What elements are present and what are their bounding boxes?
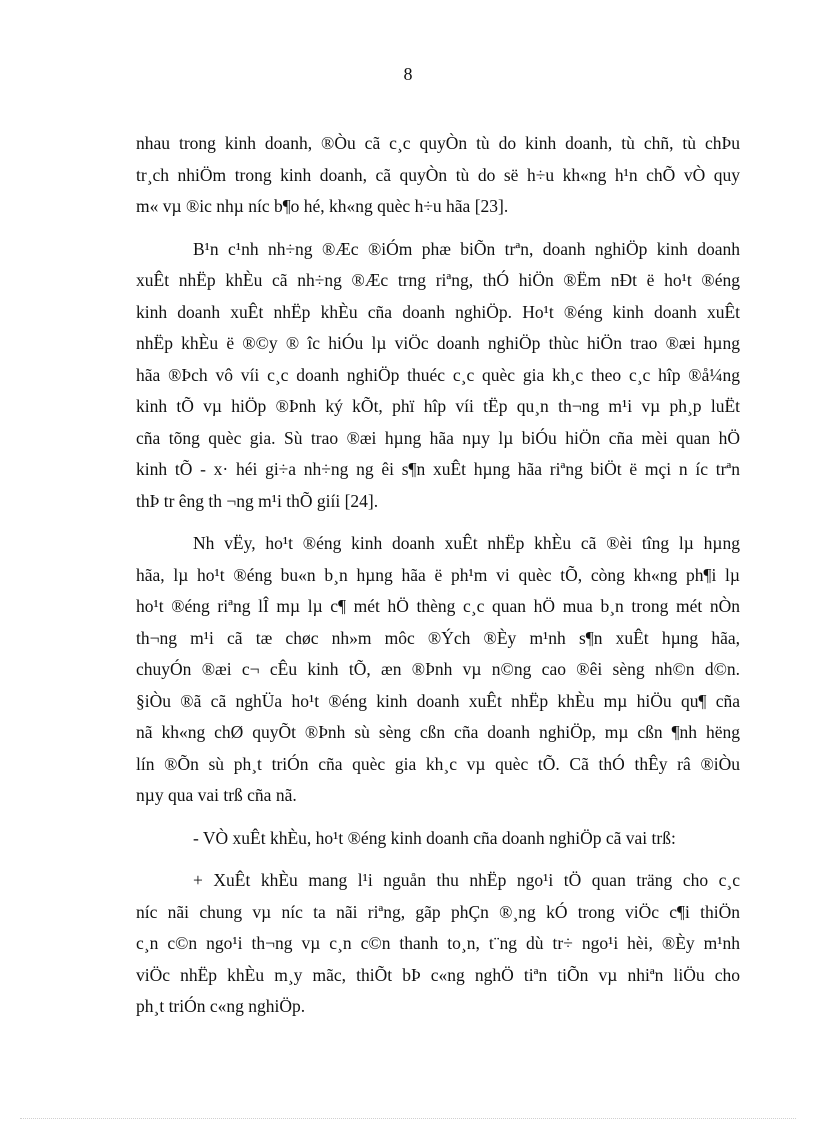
text-line: kinh tÕ - x· héi gi÷a nh÷ng ng êi s¶n xuÊt hµng hãa riªng biÖt ë mçi n íc trªn <box>136 459 740 479</box>
text-line: tr¸ch nhiÖm trong kinh doanh, cã quyÒn tù do së h÷u kh«ng h¹n chÕ vÒ quy <box>136 164 740 185</box>
document-body <box>136 128 740 1034</box>
text-line: ph¸t triÓn c«ng nghiÖp. <box>136 996 306 1016</box>
text-line: cña tõng quèc gia. Sù trao ®æi hµng hãa nµy lµ biÓu hiÖn cña mèi quan hÖ <box>136 427 740 448</box>
text-line: kinh doanh xuÊt nhËp khÈu cña doanh nghiÖp. Ho¹t ®éng kinh doanh xuÊt <box>136 301 740 322</box>
text-line: - VÒ xuÊt khÈu, ho¹t ®éng kinh doanh cña doanh nghiÖp cã vai trß: <box>193 827 676 848</box>
paragraph-5 <box>136 865 740 1023</box>
text-line: thÞ tr êng th ¬ng m¹i thÕ giíi [24]. <box>136 490 379 511</box>
paragraph-4 <box>136 823 740 855</box>
text-line: Nh vËy, ho¹t ®éng kinh doanh xuÊt nhËp khÈu cã ®èi tîng lµ hµng <box>193 533 740 553</box>
text-line: hãa ®Þch vô víi c¸c doanh nghiÖp thuéc c¸c quèc gia kh¸c theo c¸c hîp ®å¼ng <box>136 364 740 385</box>
paragraph-2 <box>136 234 740 518</box>
page-bottom-rule <box>20 1118 796 1119</box>
text-line: lín ®Õn sù ph¸t triÓn cña quèc gia kh¸c vµ quèc tÕ. Cã thÓ thÊy râ ®iÒu <box>136 753 740 774</box>
paragraph-3 <box>136 528 740 812</box>
text-line: xuÊt nhËp khÈu cã nh÷ng ®Æc trng riªng, thÓ hiÖn ®Ëm nÐt ë ho¹t ®éng <box>136 270 740 290</box>
text-line: th¬ng m¹i cã tæ chøc nh»m môc ®Ých ®Èy m¹nh s¶n xuÊt hµng hãa, <box>136 627 740 648</box>
text-line: ho¹t ®éng riªng lÎ mµ lµ c¶ mét hÖ thèng c¸c quan hÖ mua b¸n trong mét nÒn <box>136 596 740 616</box>
text-line: nã kh«ng chØ quyÕt ®Þnh sù sèng cßn cña doanh nghiÖp, mµ cßn ¶nh hëng <box>136 722 740 742</box>
paragraph-1 <box>136 128 740 223</box>
text-line: c¸n c©n ngo¹i th¬ng vµ c¸n c©n thanh to¸n, t¨ng dù tr÷ ngo¹i hèi, ®Èy m¹nh <box>136 933 740 953</box>
text-line: kinh tÕ vµ hiÖp ®Þnh ký kÕt, phï hîp víi tËp qu¸n th¬ng m¹i vµ ph¸p luËt <box>136 396 740 416</box>
text-line: B¹n c¹nh nh÷ng ®Æc ®iÓm phæ biÕn trªn, doanh nghiÖp kinh doanh <box>193 238 740 259</box>
text-line: níc nãi chung vµ níc ta nãi riªng, gãp phÇn ®¸ng kÓ trong viÖc c¶i thiÖn <box>136 901 740 922</box>
text-line: chuyÓn ®æi c¬ cÊu kinh tÕ, æn ®Þnh vµ n©ng cao ®êi sèng nh©n d©n. <box>136 659 740 679</box>
text-line: hãa, lµ ho¹t ®éng bu«n b¸n hµng hãa ë ph¹m vi quèc tÕ, còng kh«ng ph¶i lµ <box>136 564 740 585</box>
text-line: nhËp khÈu ë ®©y ® îc hiÓu lµ viÖc doanh nghiÖp thùc hiÖn trao ®æi hµng <box>136 333 740 353</box>
text-line: nhau trong kinh doanh, ®Òu cã c¸c quyÒn tù do kinh doanh, tù chñ, tù chÞu <box>136 133 740 153</box>
text-line: nµy qua vai trß cña nã. <box>136 785 297 805</box>
text-line: §iÒu ®ã cã nghÜa ho¹t ®éng kinh doanh xuÊt nhËp khÈu mµ hiÖu qu¶ cña <box>136 690 740 711</box>
page-number: 8 <box>403 64 413 84</box>
text-line: viÖc nhËp khÈu m¸y mãc, thiÕt bÞ c«ng nghÖ tiªn tiÕn vµ nhiªn liÖu cho <box>136 964 740 985</box>
text-line: + XuÊt khÈu mang l¹i nguån thu nhËp ngo¹i tÖ quan träng cho c¸c <box>193 870 740 890</box>
text-line: m« vµ ®ic nhµ níc b¶o hé, kh«ng quèc h÷u hãa [23]. <box>136 196 509 216</box>
